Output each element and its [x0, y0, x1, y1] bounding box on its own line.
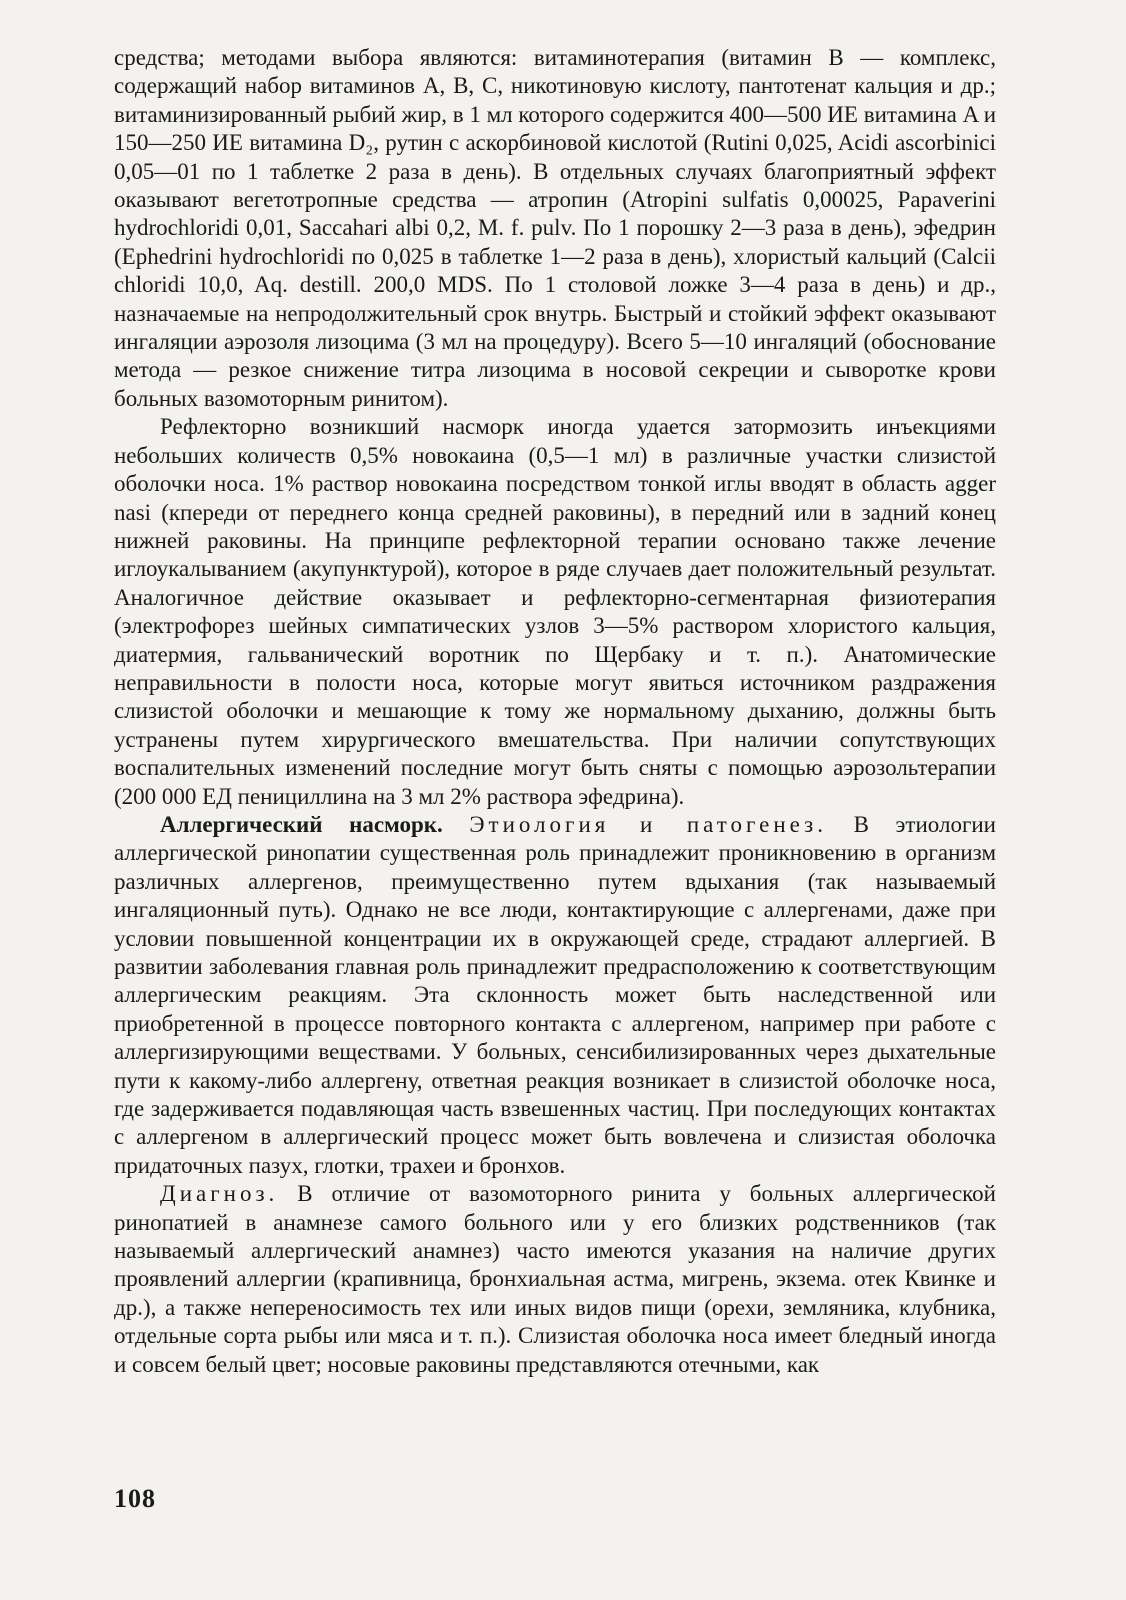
paragraph-treatment-continued [114, 44, 996, 413]
paragraph-allergic-rhinitis [114, 811, 996, 1180]
page-body [114, 44, 996, 1379]
paragraph-text: средства; методами выбора являются: витаминотерапия (витамин B — комплекс, содержащий набор витаминов A, B, C, никотиновую кислоту, пантотенат кальция и др.; витаминизированный рыбий жир, в 1 мл которого содержится 400—500 ИЕ витамина A и 150—250 ИЕ витамина D₂, рутин с аскорбиновой кислотой (Rutini 0,025, Acidi ascorbinici 0,05—01 по 1 таблетке 2 раза в день). В отдельных случаях благоприятный эффект оказывают вегетотропные средства — атропин (Atropini sulfatis 0,00025, Papaverini hydrochloridi 0,01, Saccahari albi 0,2, M. f. pulv. По 1 порошку 2—3 раза в день), эфедрин (Ephedrini hydrochloridi по 0,025 в таблетке 1—2 раза в день), хлористый кальций (Calcii chloridi 10,0, Aq. destill. 200,0 MDS. По 1 столовой ложке 3—4 раза в день) и др., назначаемые на непродолжительный срок внутрь. Быстрый и стойкий эффект оказывают ингаляции аэрозоля лизоцима (3 мл на процедуру). Всего 5—10 ингаляций (обоснование метода — резкое снижение титра лизоцима в носовой секреции и сыворотке крови больных вазомоторным ринитом). [114, 45, 996, 411]
page-number: 108 [114, 1484, 156, 1513]
paragraph-text: Рефлекторно возникший насморк иногда удается затормозить инъекциями небольших количеств 0,5% новокаина (0,5—1 мл) в различные участки слизистой оболочки носа. 1% раствор новокаина посредством тонкой иглы вводят в область agger nasi (кпереди от переднего конца средней раковины), в передний или в задний конец нижней раковины. На принципе рефлекторной терапии основано также лечение иглоукалыванием (акупунктурой), которое в ряде случаев дает положительный результат. Аналогичное действие оказывает и рефлекторно-сегментарная физиотерапия (электрофорез шейных симпатических узлов 3—5% раствором хлористого кальция, диатермия, гальванический воротник по Щербаку и т. п.). Анатомические неправильности в полости носа, которые могут явиться источником раздражения слизистой оболочки и мешающие к тому же нормальному дыханию, должны быть устранены путем хирургического вмешательства. При наличии сопутствующих воспалительных изменений последние могут быть сняты с помощью аэрозольтерапии (200 000 ЕД пенициллина на 3 мл 2% раствора эфедрина). [114, 414, 996, 809]
section-heading-allergic-rhinitis: Аллергический насморк. [160, 811, 443, 837]
paragraph-text: В отличие от вазомоторного ринита у больных аллергической ринопатией в анамнезе самого больного или у его близких родственников (так называемый аллергический анамнез) часто имеются указания на наличие других проявлений аллергии (крапивница, бронхиальная астма, мигрень, экзема. отек Квинке и др.), а также непереносимость тех или иных видов пищи (орехи, земляника, клубника, отдельные сорта рыбы или мяса и т. п.). Слизистая оболочка носа имеет бледный иногда и совсем белый цвет; носовые раковины представляются отечными, как [114, 1181, 996, 1377]
paragraph-diagnosis [114, 1180, 996, 1379]
paragraph-reflex-rhinitis [114, 413, 996, 811]
paragraph-text: В этиологии аллергической ринопатии существенная роль принадлежит проникновению в организм различных аллергенов, преимущественно путем вдыхания (так называемый ингаляционный путь). Однако не все люди, контактирующие с аллергенами, даже при условии повышенной концентрации их в окружающей среде, страдают аллергией. В развитии заболевания главная роль принадлежит предрасположению к соответствующим аллергическим реакциям. Эта склонность может быть наследственной или приобретенной в процессе повторного контакта с аллергеном, например при работе с аллергизирующими веществами. У больных, сенсибилизированных через дыхательные пути к какому-либо аллергену, ответная реакция возникает в слизистой оболочке носа, где задерживается подавляющая часть взвешенных частиц. При последующих контактах с аллергеном в аллергический процесс может быть вовлечена и слизистая оболочка придаточных пазух, глотки, трахеи и бронхов. [114, 811, 996, 1178]
subheading-diagnosis: Диагноз. [160, 1181, 279, 1207]
subheading-etiology: Этиология и патогенез. [469, 811, 828, 837]
